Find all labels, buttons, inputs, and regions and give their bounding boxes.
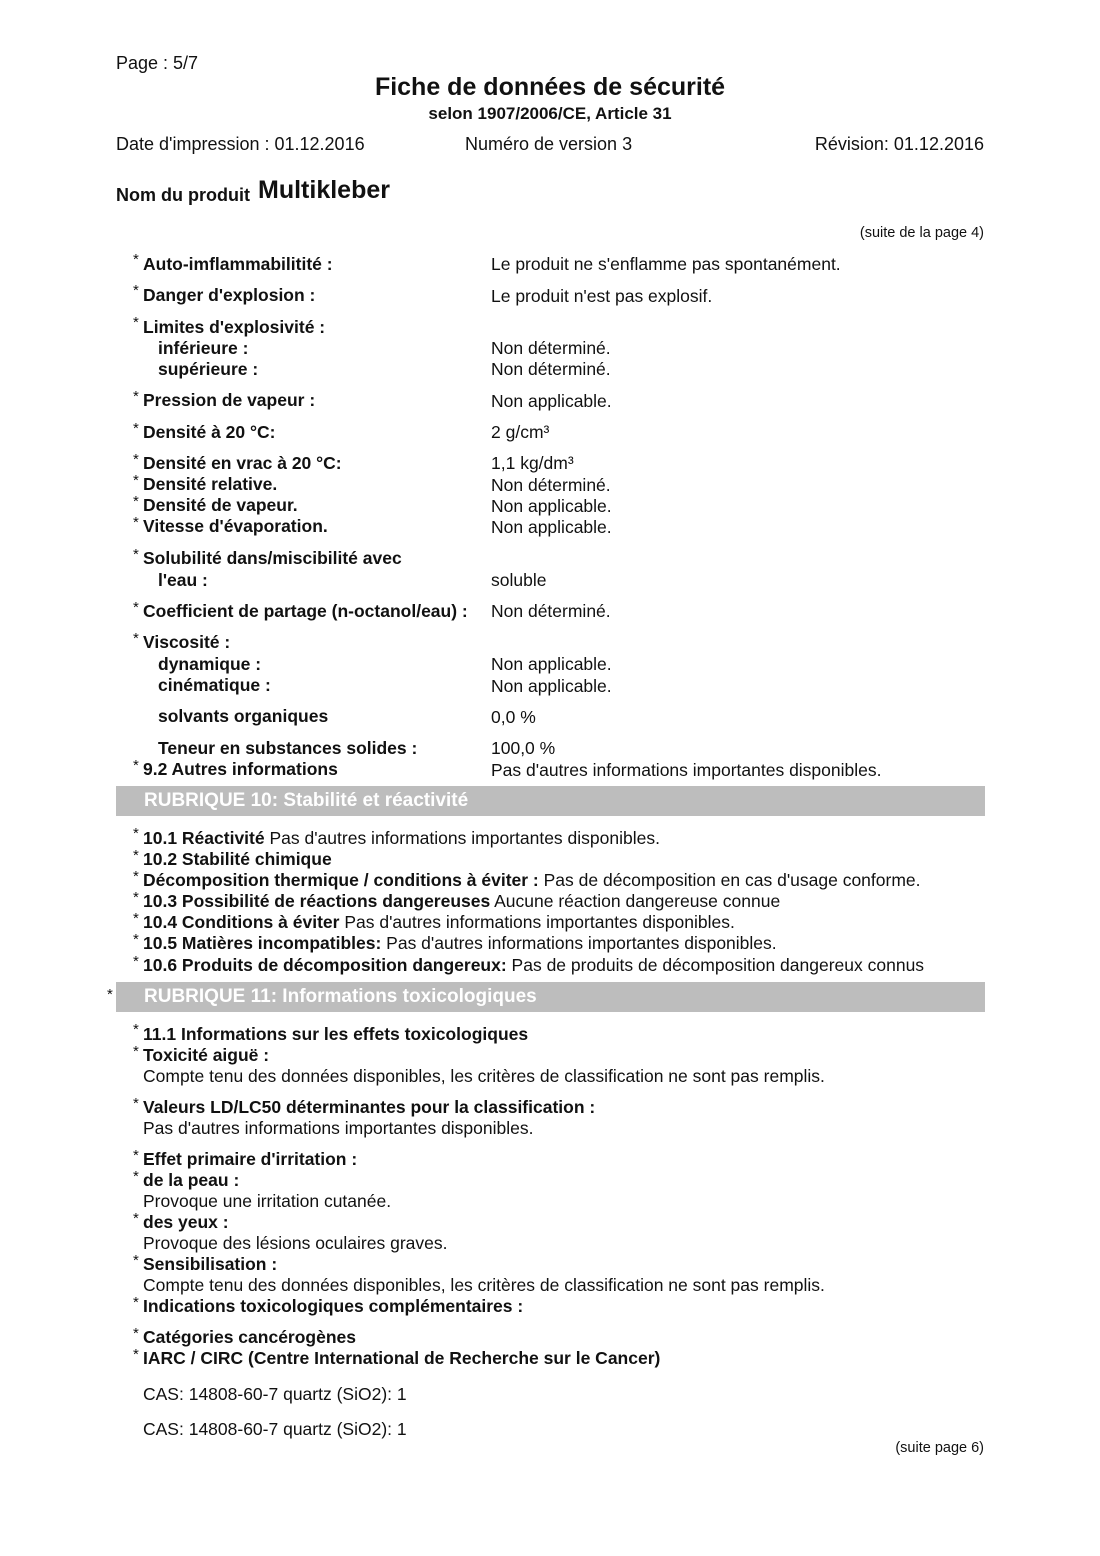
dangerous-reactions-text: Aucune réaction dangereuse connue bbox=[490, 891, 781, 911]
additional-toxicology-label: Indications toxicologiques complémentaires : bbox=[143, 1296, 524, 1316]
iarc-label: IARC / CIRC (Centre International de Recherche sur le Cancer) bbox=[143, 1348, 661, 1368]
section-11-header bbox=[116, 982, 985, 1012]
incompatible-materials-text: Pas d'autres informations importantes disponibles. bbox=[381, 933, 777, 953]
incompatible-materials-line bbox=[143, 933, 777, 954]
change-marker: * bbox=[133, 868, 139, 885]
conditions-to-avoid-line bbox=[143, 912, 735, 933]
revision-date: Révision: 01.12.2016 bbox=[814, 134, 984, 154]
product-name: Multikleber bbox=[258, 176, 390, 204]
upper-limit-label: supérieure : bbox=[158, 359, 259, 379]
document-title: Fiche de données de sécurité bbox=[374, 73, 726, 101]
other-information-label: 9.2 Autres informations bbox=[143, 759, 338, 779]
cas-entry: CAS: 14808-60-7 quartz (SiO2): 1 bbox=[143, 1419, 407, 1439]
skin-text: Provoque une irritation cutanée. bbox=[143, 1191, 392, 1211]
ld-lc50-text: Pas d'autres informations importantes disponibles. bbox=[143, 1118, 534, 1138]
partition-coefficient-value: Non déterminé. bbox=[491, 601, 611, 621]
kinematic-viscosity-label: cinématique : bbox=[158, 675, 271, 695]
relative-density-label: Densité relative. bbox=[143, 474, 278, 494]
evaporation-rate-value: Non applicable. bbox=[491, 517, 612, 537]
reactivity-line bbox=[143, 828, 660, 849]
change-marker: * bbox=[133, 931, 139, 948]
lower-limit-value: Non déterminé. bbox=[491, 338, 611, 358]
lower-limit-label: inférieure : bbox=[158, 338, 249, 358]
evaporation-rate-label: Vitesse d'évaporation. bbox=[143, 516, 328, 536]
ld-lc50-label: Valeurs LD/LC50 déterminantes pour la classification : bbox=[143, 1097, 596, 1117]
decomposition-products-text: Pas de produits de décomposition dangereux connus bbox=[506, 955, 925, 975]
conditions-to-avoid-label: 10.4 Conditions à éviter bbox=[143, 912, 340, 932]
explosion-danger-label: Danger d'explosion : bbox=[143, 285, 316, 305]
version-number: Numéro de version 3 bbox=[465, 134, 633, 154]
change-marker: * bbox=[133, 546, 139, 563]
change-marker: * bbox=[133, 1294, 139, 1311]
sensitization-text: Compte tenu des données disponibles, les critères de classification ne sont pas remplis. bbox=[143, 1275, 825, 1295]
incompatible-materials-label: 10.5 Matières incompatibles: bbox=[143, 933, 382, 953]
organic-solvents-label: solvants organiques bbox=[158, 706, 329, 726]
change-marker: * bbox=[133, 1043, 139, 1060]
section-11-title: RUBRIQUE 11: Informations toxicologiques bbox=[144, 986, 537, 1007]
print-date: Date d'impression : 01.12.2016 bbox=[116, 134, 365, 154]
change-marker: * bbox=[133, 1210, 139, 1227]
change-marker: * bbox=[133, 493, 139, 510]
change-marker: * bbox=[133, 847, 139, 864]
section-10-header bbox=[116, 786, 985, 816]
thermal-decomposition-label: Décomposition thermique / conditions à éviter : bbox=[143, 870, 539, 890]
vapor-density-label: Densité de vapeur. bbox=[143, 495, 298, 515]
continued-from: (suite de la page 4) bbox=[859, 225, 984, 241]
upper-limit-value: Non déterminé. bbox=[491, 359, 611, 379]
explosive-limits-label: Limites d'explosivité : bbox=[143, 317, 326, 337]
decomposition-products-line bbox=[143, 955, 924, 976]
sensitization-label: Sensibilisation : bbox=[143, 1254, 278, 1274]
dangerous-reactions-label: 10.3 Possibilité de réactions dangereuses bbox=[143, 891, 491, 911]
continued-on: (suite page 6) bbox=[895, 1440, 984, 1456]
solids-content-value: 100,0 % bbox=[491, 738, 556, 758]
density-value: 2 g/cm³ bbox=[491, 422, 550, 442]
vapor-pressure-value: Non applicable. bbox=[491, 391, 612, 411]
bulk-density-label: Densité en vrac à 20 °C: bbox=[143, 453, 342, 473]
density-label: Densité à 20 °C: bbox=[143, 422, 276, 442]
change-marker: * bbox=[133, 825, 139, 842]
auto-ignition-value: Le produit ne s'enflamme pas spontanément. bbox=[491, 254, 841, 274]
dangerous-reactions-line bbox=[143, 891, 780, 912]
change-marker: * bbox=[133, 1346, 139, 1363]
change-marker: * bbox=[133, 1095, 139, 1112]
change-marker: * bbox=[133, 1325, 139, 1342]
change-marker: * bbox=[133, 388, 139, 405]
acute-toxicity-text: Compte tenu des données disponibles, les critères de classification ne sont pas remplis. bbox=[143, 1066, 825, 1086]
solids-content-label: Teneur en substances solides : bbox=[158, 738, 418, 758]
skin-label: de la peau : bbox=[143, 1170, 240, 1190]
vapor-density-value: Non applicable. bbox=[491, 496, 612, 516]
change-marker: * bbox=[133, 889, 139, 906]
dynamic-viscosity-label: dynamique : bbox=[158, 654, 262, 674]
change-marker: * bbox=[133, 251, 139, 268]
document-subtitle: selon 1907/2006/CE, Article 31 bbox=[428, 104, 672, 123]
auto-ignition-label: Auto-imflammabilitité : bbox=[143, 254, 333, 274]
change-marker: * bbox=[133, 910, 139, 927]
change-marker: * bbox=[133, 1252, 139, 1269]
change-marker: * bbox=[133, 282, 139, 299]
reactivity-text: Pas d'autres informations importantes disponibles. bbox=[264, 828, 660, 848]
page-number: Page : 5/7 bbox=[116, 53, 199, 73]
explosion-danger-value: Le produit n'est pas explosif. bbox=[491, 286, 713, 306]
irritation-label: Effet primaire d'irritation : bbox=[143, 1149, 358, 1169]
vapor-pressure-label: Pression de vapeur : bbox=[143, 390, 316, 410]
solubility-label: Solubilité dans/miscibilité avec bbox=[143, 548, 402, 568]
product-label: Nom du produit bbox=[116, 185, 250, 205]
change-marker: * bbox=[107, 986, 113, 1003]
change-marker: * bbox=[133, 472, 139, 489]
thermal-decomposition-line bbox=[143, 870, 921, 891]
change-marker: * bbox=[133, 1147, 139, 1164]
cas-entry: CAS: 14808-60-7 quartz (SiO2): 1 bbox=[143, 1384, 407, 1404]
relative-density-value: Non déterminé. bbox=[491, 475, 611, 495]
toxicological-effects-label: 11.1 Informations sur les effets toxicologiques bbox=[143, 1024, 529, 1044]
solubility-water-label: l'eau : bbox=[158, 570, 208, 590]
conditions-to-avoid-text: Pas d'autres informations importantes disponibles. bbox=[339, 912, 735, 932]
carcinogenic-categories-label: Catégories cancérogènes bbox=[143, 1327, 357, 1347]
change-marker: * bbox=[133, 599, 139, 616]
eyes-label: des yeux : bbox=[143, 1212, 229, 1232]
decomposition-products-label: 10.6 Produits de décomposition dangereux: bbox=[143, 955, 507, 975]
dynamic-viscosity-value: Non applicable. bbox=[491, 654, 612, 674]
other-information-value: Pas d'autres informations importantes disponibles. bbox=[491, 760, 882, 780]
viscosity-label: Viscosité : bbox=[143, 632, 231, 652]
partition-coefficient-label: Coefficient de partage (n-octanol/eau) : bbox=[143, 601, 468, 621]
section-10-title: RUBRIQUE 10: Stabilité et réactivité bbox=[144, 790, 469, 811]
acute-toxicity-label: Toxicité aiguë : bbox=[143, 1045, 270, 1065]
eyes-text: Provoque des lésions oculaires graves. bbox=[143, 1233, 448, 1253]
change-marker: * bbox=[133, 630, 139, 647]
change-marker: * bbox=[133, 451, 139, 468]
change-marker: * bbox=[133, 953, 139, 970]
change-marker: * bbox=[133, 420, 139, 437]
organic-solvents-value: 0,0 % bbox=[491, 707, 536, 727]
bulk-density-value: 1,1 kg/dm³ bbox=[491, 453, 574, 473]
change-marker: * bbox=[133, 757, 139, 774]
chemical-stability-label: 10.2 Stabilité chimique bbox=[143, 849, 332, 869]
solubility-value: soluble bbox=[491, 570, 547, 590]
change-marker: * bbox=[133, 1168, 139, 1185]
change-marker: * bbox=[133, 314, 139, 331]
reactivity-label: 10.1 Réactivité bbox=[143, 828, 265, 848]
kinematic-viscosity-value: Non applicable. bbox=[491, 676, 612, 696]
change-marker: * bbox=[133, 1021, 139, 1038]
thermal-decomposition-text: Pas de décomposition en cas d'usage conforme. bbox=[538, 870, 921, 890]
change-marker: * bbox=[133, 514, 139, 531]
